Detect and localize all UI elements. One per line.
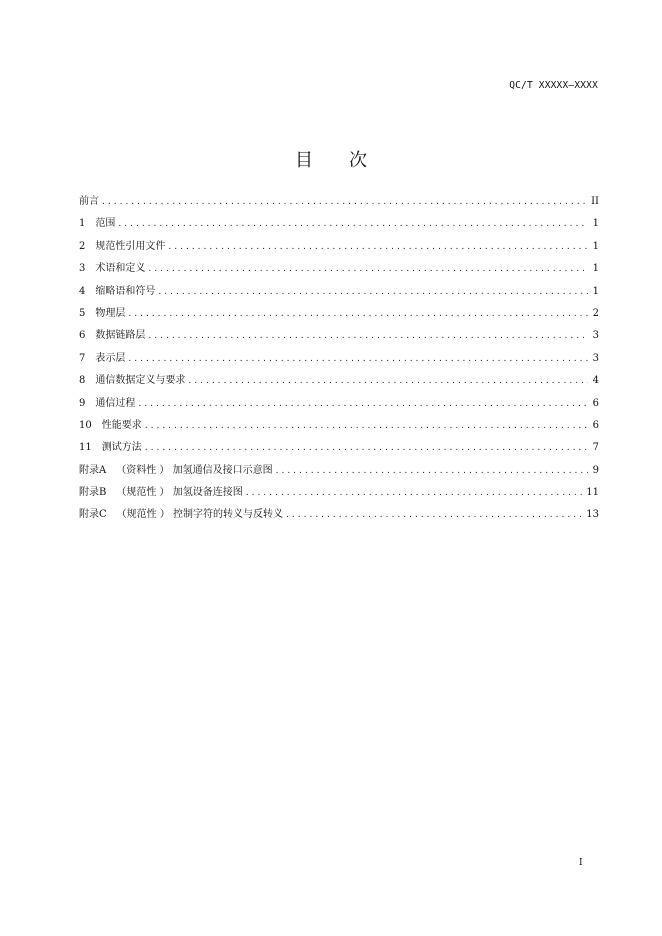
toc-page-number: 13 <box>586 509 599 521</box>
dot-leader <box>246 488 584 498</box>
dot-leader <box>158 287 588 297</box>
toc-entry-label <box>79 237 165 252</box>
toc-entry[interactable] <box>79 394 599 416</box>
toc-entry-number: 11 <box>79 442 92 454</box>
dot-leader <box>138 399 588 409</box>
toc-page-number: 9 <box>592 464 599 476</box>
toc-entry[interactable] <box>79 438 599 460</box>
page-number: I <box>579 858 583 868</box>
toc-entry-label <box>79 394 135 409</box>
toc-entry-text: 表示层 <box>95 352 126 364</box>
toc-entry-number: 8 <box>79 375 86 387</box>
toc-entry-number: 5 <box>79 307 86 319</box>
dot-leader <box>148 331 588 341</box>
toc-entry-number: 附录C <box>79 509 107 521</box>
toc-entry-text: 物理层 <box>95 307 126 319</box>
toc-entry[interactable] <box>79 349 599 371</box>
dot-leader <box>286 510 583 520</box>
toc-entry-label <box>79 192 99 207</box>
toc-entry-text: （规范性 ） 控制字符的转义与反转义 <box>116 509 284 521</box>
toc-entry-number: 7 <box>79 352 86 364</box>
toc-entry-label <box>79 214 115 229</box>
toc-entry[interactable] <box>79 505 599 527</box>
toc-entry-number: 6 <box>79 330 86 342</box>
toc-entry-text: 数据链路层 <box>95 330 146 342</box>
toc-page-number: 6 <box>592 397 599 409</box>
toc-entry-label <box>79 326 145 341</box>
toc-entry-number: 4 <box>79 285 86 297</box>
toc-entry-text: 通信数据定义与要求 <box>95 375 186 387</box>
toc-entry[interactable] <box>79 237 599 259</box>
toc-entry-number: 附录B <box>79 487 107 499</box>
toc-entry[interactable] <box>79 371 599 393</box>
toc-page-number: 4 <box>592 375 599 387</box>
toc-entry-label <box>79 282 155 297</box>
toc-entry-text: 范围 <box>95 218 116 230</box>
page-title <box>0 146 662 172</box>
toc-entry-number: 10 <box>79 419 92 431</box>
toc-page-number: 2 <box>592 307 599 319</box>
toc-entry-text: 术语和定义 <box>95 263 146 275</box>
dot-leader <box>128 354 588 364</box>
dot-leader <box>145 421 588 431</box>
document-code: QC/T XXXXX—XXXX <box>509 80 598 91</box>
toc-page-number: 1 <box>592 263 599 275</box>
toc-entry[interactable] <box>79 259 599 281</box>
toc-entry-number: 2 <box>79 240 86 252</box>
toc-entry-text: 性能要求 <box>101 419 142 431</box>
dot-leader <box>102 197 588 207</box>
toc-entry-label <box>79 438 142 453</box>
toc-entry[interactable] <box>79 416 599 438</box>
toc-entry[interactable] <box>79 483 599 505</box>
title-char-1: 目 <box>295 150 313 171</box>
toc-entry-text: 规范性引用文件 <box>95 240 166 252</box>
toc-page-number: 3 <box>592 352 599 364</box>
toc-entry-label <box>79 505 283 520</box>
toc-entry[interactable] <box>79 304 599 326</box>
toc-entry-text: 通信过程 <box>95 397 136 409</box>
toc-entry[interactable] <box>79 282 599 304</box>
toc-page-number: 1 <box>592 285 599 297</box>
toc-entry-text: 缩略语和符号 <box>95 285 156 297</box>
toc-entry-text: （资料性 ） 加氢通信及接口示意图 <box>116 464 273 476</box>
toc-entry-text: 前言 <box>79 196 99 207</box>
toc-entry[interactable] <box>79 461 599 483</box>
toc-entry-label <box>79 259 145 274</box>
toc-page-number: 11 <box>586 487 599 499</box>
toc-entry[interactable] <box>79 214 599 236</box>
toc-entry-label <box>79 416 142 431</box>
toc-entry-text: 测试方法 <box>101 442 142 454</box>
toc-page-number: 7 <box>592 442 599 454</box>
toc-page-number: 6 <box>592 419 599 431</box>
dot-leader <box>128 309 588 319</box>
toc-page-number: II <box>591 196 599 207</box>
dot-leader <box>168 242 588 252</box>
table-of-contents <box>79 192 599 528</box>
title-char-2: 次 <box>349 150 367 171</box>
toc-entry-label <box>79 304 125 319</box>
toc-entry-text: （规范性 ） 加氢设备连接图 <box>116 487 243 499</box>
dot-leader <box>276 466 588 476</box>
toc-entry[interactable] <box>79 192 599 214</box>
toc-page-number: 1 <box>592 218 599 230</box>
dot-leader <box>145 443 588 453</box>
toc-entry-number: 附录A <box>79 464 107 476</box>
toc-entry-label <box>79 461 273 476</box>
dot-leader <box>188 376 588 386</box>
toc-entry-number: 1 <box>79 218 86 230</box>
toc-page-number: 1 <box>592 240 599 252</box>
toc-page-number: 3 <box>592 330 599 342</box>
dot-leader <box>118 219 588 229</box>
toc-entry-number: 9 <box>79 397 86 409</box>
toc-entry-label <box>79 483 243 498</box>
toc-entry-label <box>79 371 185 386</box>
dot-leader <box>148 264 588 274</box>
toc-entry-number: 3 <box>79 263 86 275</box>
toc-entry[interactable] <box>79 326 599 348</box>
toc-entry-label <box>79 349 125 364</box>
